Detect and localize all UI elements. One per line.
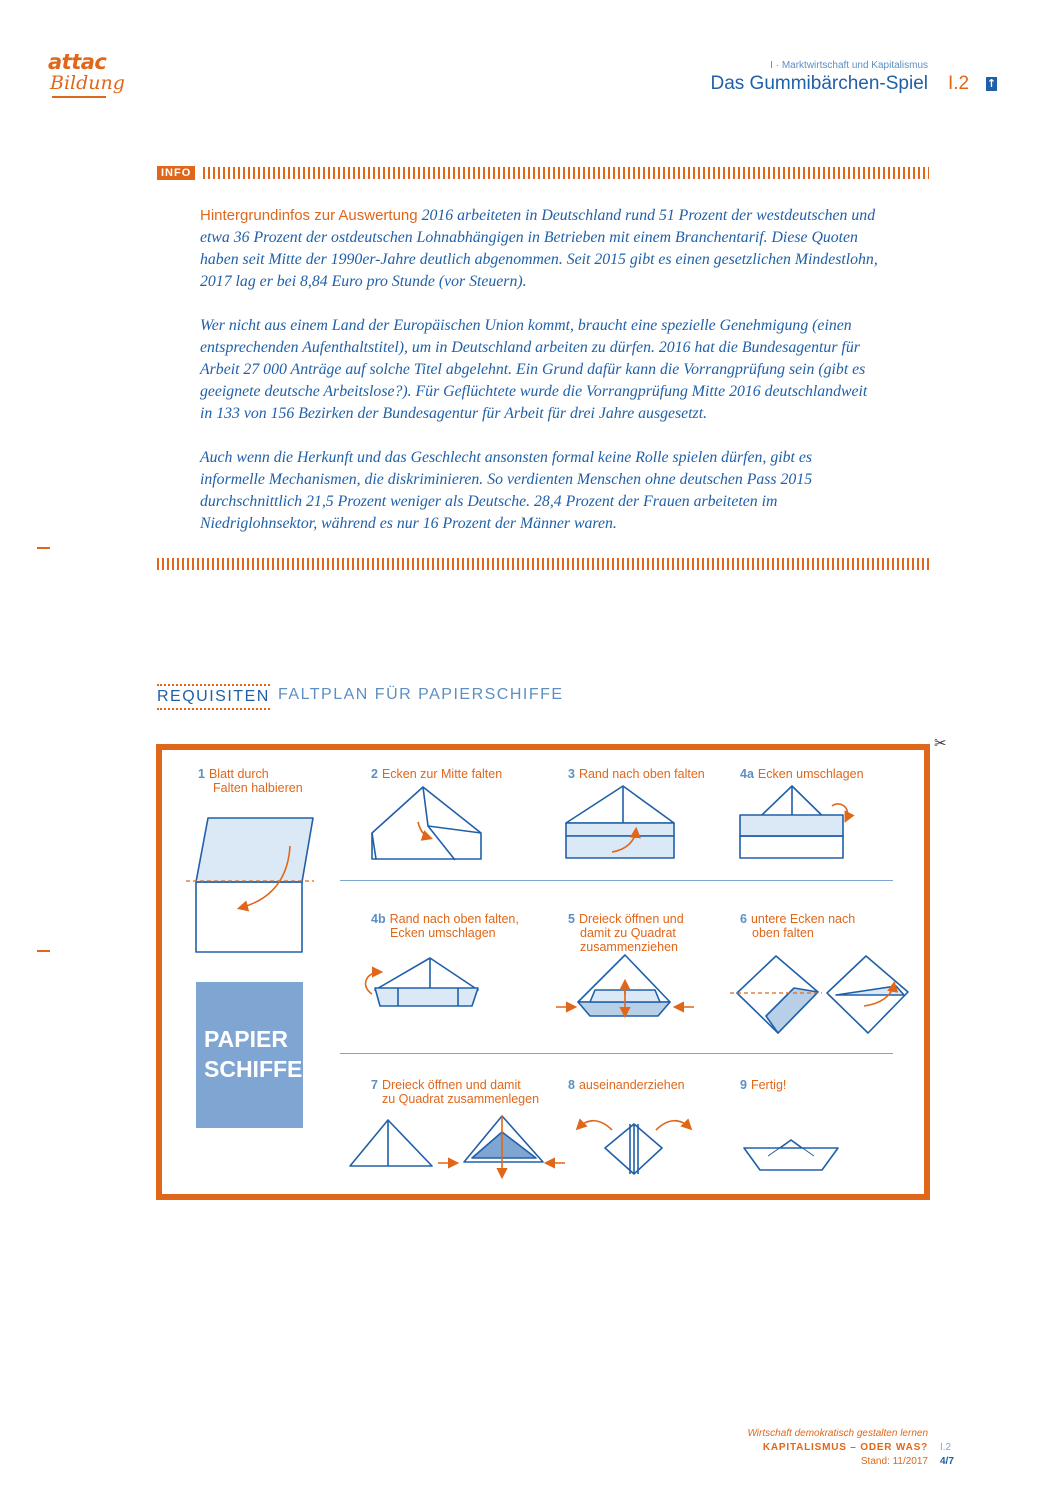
step-3-illustration	[566, 786, 674, 858]
step-1-illustration	[186, 818, 314, 952]
footer-page-number: 4/7	[940, 1456, 954, 1467]
step-5-illustration	[556, 955, 694, 1016]
step-7-illustration	[350, 1116, 565, 1176]
section-label: I · Marktwirtschaft und Kapitalismus	[770, 60, 928, 71]
arrow-up-icon[interactable]: ↑	[986, 77, 997, 90]
requisiten-label: REQUISITEN	[157, 684, 270, 710]
step-7-label: 7 Dreieck öffnen und damit zu Quadrat zusammenlegen	[371, 1078, 540, 1106]
footer-series: Wirtschaft demokratisch gestalten lernen	[747, 1428, 928, 1439]
footer-date: Stand: 11/2017	[860, 1456, 928, 1467]
badge-line-2: SCHIFFE	[204, 1056, 303, 1082]
logo-attac: attac	[48, 50, 107, 74]
footer-title: KAPITALISMUS – ODER WAS?	[762, 1442, 928, 1453]
step-4b-illustration	[366, 958, 478, 1006]
step-6-label: 6 untere Ecken nach oben falten	[740, 912, 856, 940]
logo-bildung: Bildung	[50, 72, 125, 94]
step-6-illustration	[730, 956, 908, 1033]
info-p1-text: 2016 arbeiteten in Deutschland rund 51 Prozent der westdeutschen und etwa 36 Prozent der ostdeutschen Lohnabhängigen in Betrieben mit einem Branchentarif. Diese Quoten haben seit Mitte der 1990er-Jahre deutlich abgenommen. Seit 2015 gibt es einen gesetzlichen Mindestlohn, 2017 lag er bei 8,84 Euro pro Stunde (vor Steuern).	[200, 207, 878, 290]
page-title: Das Gummibärchen-Spiel	[710, 73, 928, 94]
step-8-label: 8 auseinanderziehen	[568, 1078, 685, 1092]
step-9-label: 9 Fertig!	[740, 1078, 787, 1092]
step-4a-label: 4a Ecken umschlagen	[740, 767, 864, 781]
step-8-illustration	[578, 1121, 690, 1174]
step-4a-illustration	[740, 786, 848, 858]
info-badge: INFO	[157, 166, 195, 180]
requisiten-title: FALTPLAN FÜR PAPIERSCHIFFE	[278, 686, 564, 703]
scissors-icon: ✂	[934, 734, 947, 752]
info-paragraph-3: Auch wenn die Herkunft und das Geschlecht ansonsten formal keine Rolle spielen dürfen, gibt es informelle Mechanismen, die diskriminieren. So verdienten Menschen ohne deutschen Pass 2015 durchschnittlich 21,5 Prozent weniger als Deutsche. 28,4 Prozent der Frauen arbeiteten im Niedriglohnsektor, während es nur 16 Prozent der Männer waren.	[200, 449, 813, 532]
step-4b-label: 4b Rand nach oben falten, Ecken umschlagen	[371, 912, 519, 940]
step-2-label: 2 Ecken zur Mitte falten	[371, 767, 503, 781]
step-2-illustration	[372, 787, 481, 860]
step-9-illustration	[744, 1140, 838, 1170]
footer-code: I.2	[940, 1442, 952, 1453]
badge-line-1: PAPIER	[204, 1026, 288, 1052]
step-1-label: 1 Blatt durch Falten halbieren	[198, 767, 303, 795]
info-lead: Hintergrundinfos zur Auswertung	[200, 207, 418, 224]
page-code: I.2	[948, 73, 970, 94]
info-paragraph-2: Wer nicht aus einem Land der Europäischen Union kommt, braucht eine spezielle Genehmigung (einen entsprechenden Aufenthaltstitel), um in Deutschland arbeiten zu dürfen. 2016 hat die Bundesagentur für Arbeit 27 000 Anträge auf solche Titel abgelehnt. Ein Grund dafür kann die Vorrangprüfung sein (gibt es geeignete deutsche Arbeitslose?). Für Geflüchtete wurde die Vorrangprüfung Mitte 2016 deutschlandweit in 133 von 156 Bezirken der Bundesagentur für Arbeit für drei Jahre ausgesetzt.	[200, 317, 868, 422]
step-3-label: 3 Rand nach oben falten	[568, 767, 705, 781]
step-5-label: 5 Dreieck öffnen und damit zu Quadrat zusammenziehen	[568, 912, 684, 954]
